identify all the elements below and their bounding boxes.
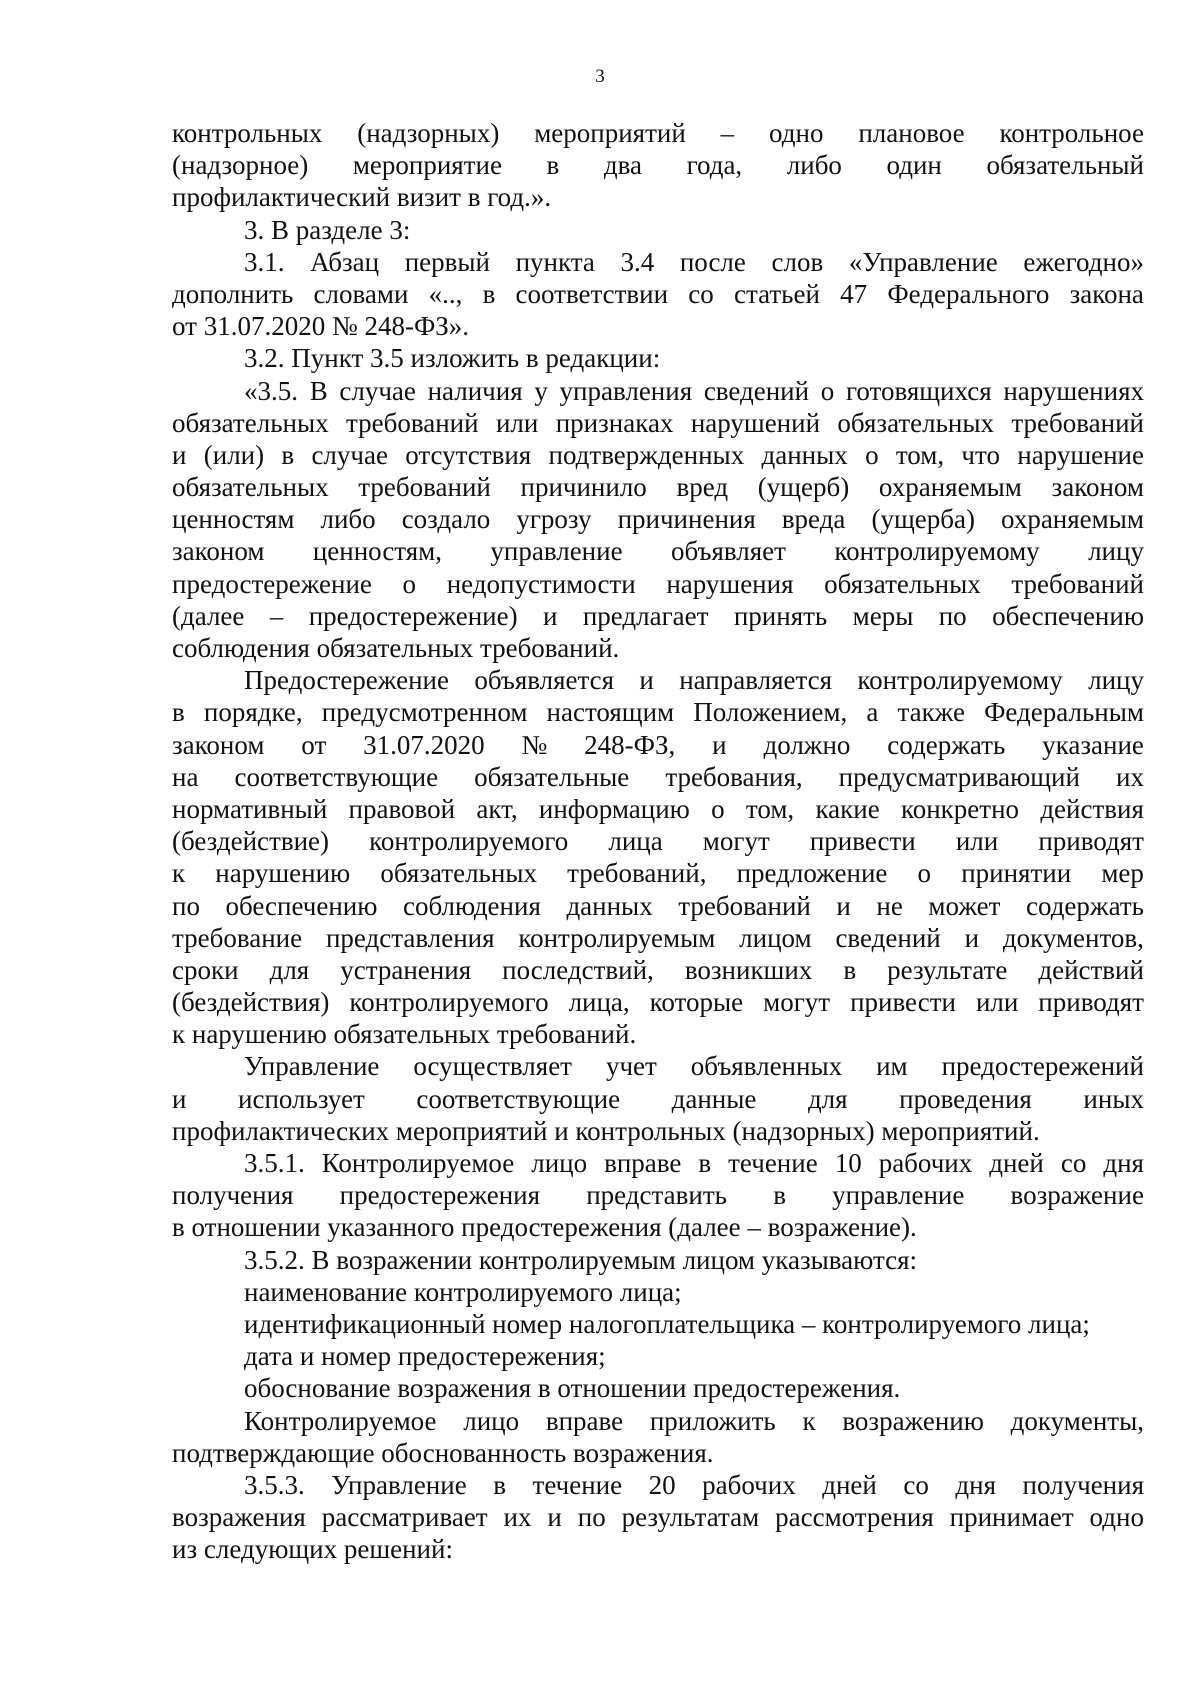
text-line: 3.5.3. Управление в течение 20 рабочих дней со дня получения [244, 1469, 1144, 1500]
text-line: законом от 31.07.2020 № 248-ФЗ, и должно содержать указание [172, 729, 1144, 760]
text-line: нормативный правовой акт, информацию о том, какие конкретно действия [172, 793, 1144, 824]
text-line: Предостережение объявляется и направляется контролируемому лицу [244, 665, 1144, 696]
text-line: идентификационный номер налогоплательщика – контролируемого лица; [244, 1308, 1090, 1339]
text-line: контрольных (надзорных) мероприятий – одно плановое контрольное [172, 118, 1144, 148]
text-line: из следующих решений: [172, 1534, 453, 1565]
text-line: наименование контролируемого лица; [244, 1276, 682, 1307]
text-line: профилактических мероприятий и контрольных (надзорных) мероприятий. [172, 1115, 1040, 1146]
text-line: Контролируемое лицо вправе приложить к возражению документы, [244, 1405, 1144, 1436]
text-line: профилактический визит в год.». [172, 182, 552, 213]
text-line: обязательных требований причинило вред (ущерб) охраняемым законом [172, 472, 1144, 503]
page-number: 3 [595, 66, 605, 87]
text-line: и использует соответствующие данные для проведения иных [172, 1083, 1144, 1114]
text-line: ценностям либо создало угрозу причинения вреда (ущерба) охраняемым [172, 504, 1144, 535]
text-line: на соответствующие обязательные требования, предусматривающий их [172, 761, 1144, 792]
text-line: по обеспечению соблюдения данных требований и не может содержать [172, 890, 1144, 921]
text-line: в отношении указанного предостережения (далее – возражение). [172, 1212, 917, 1243]
text-line: и (или) в случае отсутствия подтвержденных данных о том, что нарушение [172, 439, 1144, 470]
text-line: (далее – предостережение) и предлагает принять меры по обеспечению [172, 600, 1144, 631]
text-line: подтверждающие обоснованность возражения. [172, 1437, 714, 1468]
text-line: обоснование возражения в отношении предостережения. [244, 1373, 901, 1404]
text-line: от 31.07.2020 № 248-ФЗ». [172, 311, 470, 342]
text-line: 3.5.2. В возражении контролируемым лицом указываются: [244, 1244, 917, 1275]
text-line: (бездействия) контролируемого лица, которые могут привести или приводят [172, 987, 1144, 1018]
text-line: требование представления контролируемым лицом сведений и документов, [172, 922, 1144, 953]
text-line: Управление осуществляет учет объявленных им предостережений [244, 1051, 1144, 1082]
text-line: «3.5. В случае наличия у управления сведений о готовящихся нарушениях [244, 375, 1144, 406]
text-line: к нарушению обязательных требований, предложение о принятии мер [172, 858, 1144, 889]
text-line: обязательных требований или признаках нарушений обязательных требований [172, 407, 1144, 438]
text-line: возражения рассматривает их и по результатам рассмотрения принимает одно [172, 1502, 1144, 1533]
text-line: законом ценностям, управление объявляет контролируемому лицу [172, 536, 1144, 567]
text-line: получения предостережения представить в управление возражение [172, 1180, 1144, 1211]
text-line: в порядке, предусмотренном настоящим Положением, а также Федеральным [172, 697, 1144, 728]
text-line: 3.1. Абзац первый пункта 3.4 после слов «Управление ежегодно» [244, 246, 1144, 277]
document-body [172, 117, 1144, 1565]
text-line: предостережение о недопустимости нарушения обязательных требований [172, 568, 1144, 599]
text-line: 3.5.1. Контролируемое лицо вправе в течение 10 рабочих дней со дня [244, 1148, 1144, 1178]
text-line: соблюдения обязательных требований. [172, 633, 620, 663]
text-line: дата и номер предостережения; [244, 1341, 606, 1372]
text-line: 3. В разделе 3: [244, 214, 411, 245]
text-line: дополнить словами «.., в соответствии со статьей 47 Федерального закона [172, 278, 1144, 309]
text-line: (надзорное) мероприятие в два года, либо один обязательный [172, 150, 1144, 181]
text-line: 3.2. Пункт 3.5 изложить в редакции: [244, 343, 661, 374]
text-line: к нарушению обязательных требований. [172, 1019, 637, 1050]
text-line: сроки для устранения последствий, возникших в результате действий [172, 954, 1144, 985]
text-line: (бездействие) контролируемого лица могут привести или приводят [172, 826, 1144, 857]
